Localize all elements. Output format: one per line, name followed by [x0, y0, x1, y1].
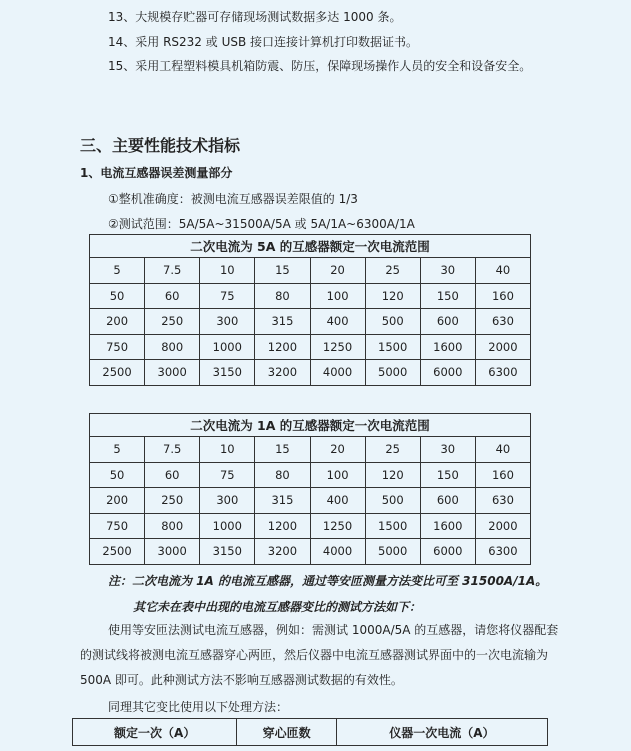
table-cell: 1600 [420, 334, 475, 360]
feature-item-13: 13、大规模存贮器可存储现场测试数据多达 1000 条。 [108, 10, 402, 24]
table-cell: 120 [365, 462, 420, 488]
table-title: 二次电流为 5A 的互感器额定一次电流范围 [90, 235, 531, 258]
table-row [90, 488, 531, 514]
table-note: 注：二次电流为 1A 的电流互感器，通过等安匝测量方法变比可至 31500A/1A。 [108, 574, 548, 588]
table-cell: 30 [420, 258, 475, 284]
column-header-instrument-primary: 仪器一次电流（A） [336, 719, 547, 746]
table-cell: 1250 [310, 513, 365, 539]
method-paragraph: 使用等安匝法测试电流互感器，例如：需测试 1000A/5A 的互感器，请您将仪器配套的测试线将被测电流互感器穿心两匝，然后仪器中电流互感器测试界面中的一次电流输为 500A 即可。此种测试方法不影响互感器测试数据的有效性。 [80, 623, 559, 687]
table-row [90, 462, 531, 488]
section-title: 三、主要性能技术指标 [80, 136, 241, 155]
table-cell: 50 [90, 462, 145, 488]
table-cell: 3000 [145, 539, 200, 565]
table-cell: 100 [310, 283, 365, 309]
table-row [90, 334, 531, 360]
column-header-rated-primary: 额定一次（A） [73, 719, 237, 746]
table-cell: 1000 [200, 334, 255, 360]
table-cell: 150 [420, 462, 475, 488]
conversion-table [72, 718, 548, 746]
table-cell: 1250 [310, 334, 365, 360]
table-cell: 750 [90, 334, 145, 360]
table-cell: 3200 [255, 360, 310, 386]
table-cell: 10 [200, 437, 255, 463]
table-cell: 25 [365, 258, 420, 284]
table-cell: 600 [420, 488, 475, 514]
table-cell: 1500 [365, 513, 420, 539]
table-cell: 5000 [365, 360, 420, 386]
feature-item-14: 14、采用 RS232 或 USB 接口连接计算机打印数据证书。 [108, 35, 419, 49]
table-cell: 800 [145, 513, 200, 539]
table-cell: 3150 [200, 360, 255, 386]
table-title: 二次电流为 1A 的互感器额定一次电流范围 [90, 414, 531, 437]
table-cell: 3150 [200, 539, 255, 565]
table-cell: 2000 [475, 334, 530, 360]
table-row [90, 437, 531, 463]
table-cell: 15 [255, 258, 310, 284]
table-cell: 100 [310, 462, 365, 488]
spec-range: ②测试范围：5A/5A~31500A/5A 或 5A/1A~6300A/1A [108, 217, 415, 231]
table-cell: 10 [200, 258, 255, 284]
table-cell: 20 [310, 437, 365, 463]
table-cell: 75 [200, 283, 255, 309]
table-cell: 300 [200, 488, 255, 514]
table-cell: 15 [255, 437, 310, 463]
table-cell: 200 [90, 309, 145, 335]
table-cell: 5000 [365, 539, 420, 565]
table-cell: 3200 [255, 539, 310, 565]
table-cell: 500 [365, 488, 420, 514]
table-cell: 120 [365, 283, 420, 309]
table-cell: 160 [475, 283, 530, 309]
table-cell: 1600 [420, 513, 475, 539]
table-cell: 80 [255, 283, 310, 309]
table-cell: 200 [90, 488, 145, 514]
table-cell: 1200 [255, 334, 310, 360]
table-cell: 40 [475, 258, 530, 284]
table-cell: 300 [200, 309, 255, 335]
table-cell: 800 [145, 334, 200, 360]
table-cell: 50 [90, 283, 145, 309]
table-cell: 25 [365, 437, 420, 463]
table-cell: 1500 [365, 334, 420, 360]
method-intro: 其它未在表中出现的电流互感器变比的测试方法如下： [133, 600, 422, 614]
table-cell: 4000 [310, 360, 365, 386]
table-cell: 630 [475, 488, 530, 514]
table-cell: 400 [310, 488, 365, 514]
table-cell: 60 [145, 283, 200, 309]
table-row [90, 258, 531, 284]
subsection-title: 1、电流互感器误差测量部分 [80, 166, 233, 180]
table-cell: 1000 [200, 513, 255, 539]
table-cell: 6300 [475, 539, 530, 565]
table-cell: 5 [90, 437, 145, 463]
table-cell: 40 [475, 437, 530, 463]
table-cell: 750 [90, 513, 145, 539]
table-cell: 30 [420, 437, 475, 463]
table-cell: 2000 [475, 513, 530, 539]
spec-accuracy: ①整机准确度：被测电流互感器误差限值的 1/3 [108, 192, 358, 206]
method-followup: 同理其它变比使用以下处理方法： [108, 700, 289, 714]
table-cell: 3000 [145, 360, 200, 386]
column-header-turns: 穿心匝数 [237, 719, 336, 746]
table-row [90, 283, 531, 309]
table-cell: 600 [420, 309, 475, 335]
table-cell: 2500 [90, 539, 145, 565]
table-cell: 150 [420, 283, 475, 309]
table-row [90, 309, 531, 335]
table-cell: 250 [145, 309, 200, 335]
table-cell: 315 [255, 488, 310, 514]
feature-item-15: 15、采用工程塑料模具机箱防震、防压，保障现场操作人员的安全和设备安全。 [108, 59, 532, 73]
table-cell: 80 [255, 462, 310, 488]
table-cell: 60 [145, 462, 200, 488]
table-header-row [73, 719, 548, 746]
table-5a-range [89, 234, 531, 386]
table-row [90, 360, 531, 386]
table-cell: 630 [475, 309, 530, 335]
table-cell: 5 [90, 258, 145, 284]
table-cell: 160 [475, 462, 530, 488]
table-cell: 315 [255, 309, 310, 335]
table-cell: 6300 [475, 360, 530, 386]
table-cell: 500 [365, 309, 420, 335]
table-cell: 6000 [420, 360, 475, 386]
table-row [90, 513, 531, 539]
table-cell: 6000 [420, 539, 475, 565]
table-cell: 400 [310, 309, 365, 335]
table-cell: 20 [310, 258, 365, 284]
table-cell: 2500 [90, 360, 145, 386]
table-cell: 7.5 [145, 437, 200, 463]
table-cell: 7.5 [145, 258, 200, 284]
table-1a-range [89, 413, 531, 565]
table-cell: 250 [145, 488, 200, 514]
table-cell: 1200 [255, 513, 310, 539]
table-row [90, 539, 531, 565]
table-cell: 4000 [310, 539, 365, 565]
table-cell: 75 [200, 462, 255, 488]
